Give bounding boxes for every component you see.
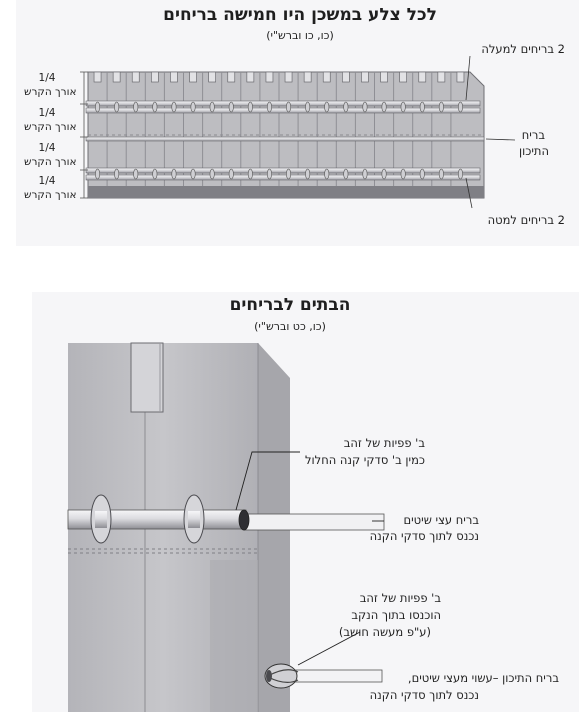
bar-ring	[286, 169, 290, 179]
quarter-fraction-4: 1/4	[38, 175, 56, 187]
bar-ring	[191, 102, 195, 112]
bar-ring	[439, 102, 443, 112]
bar-ring	[382, 102, 386, 112]
bar-ring	[134, 102, 138, 112]
bar-ring	[172, 102, 176, 112]
bar-ring	[191, 169, 195, 179]
bar-ring	[114, 169, 118, 179]
bar-ring	[458, 102, 462, 112]
bar-ring	[401, 102, 405, 112]
bottom-diagram-title: הבתים לבריחים	[229, 295, 351, 315]
top-diagram-title: לכל צלע במשכן היו חמישה בריחים	[163, 5, 437, 25]
quarter-fraction-3: 1/4	[38, 142, 56, 154]
gold-ring-left	[91, 495, 111, 543]
label-middle-bar-line1: בריח	[521, 128, 545, 142]
gold-ring-right	[184, 495, 204, 543]
callout-bar-line2: נכנס לתוך סדקי הקנה	[369, 529, 479, 543]
bar-ring	[153, 102, 157, 112]
bar-ring	[286, 102, 290, 112]
board-tenon	[94, 72, 101, 82]
board-tenon	[113, 72, 120, 82]
board-tenon	[266, 72, 273, 82]
bar-ring	[172, 169, 176, 179]
board-tenon	[438, 72, 445, 82]
quarter-label-1: אורך הקרש	[24, 86, 77, 98]
bar-ring	[305, 169, 309, 179]
bar-ring	[439, 169, 443, 179]
label-lower-bars: 2 בריחים למטה	[487, 213, 565, 227]
callout-rings-line1: ב' פפיות של זהב	[343, 436, 425, 450]
callout-middle-bar-line1: בריח התיכון –עשוי מעצי שיטים,	[407, 671, 559, 685]
bar-ring	[420, 102, 424, 112]
callout-gold-inside-line1: ב' פפיות של זהב	[359, 591, 441, 605]
label-upper-bars: 2 בריחים למעלה	[481, 42, 565, 56]
bar-ring	[363, 102, 367, 112]
bar-ring	[95, 169, 99, 179]
middle-bar-inside	[265, 664, 382, 688]
label-middle-bar-line2: התיכון	[519, 144, 549, 158]
bar-ring	[305, 102, 309, 112]
quarter-label-4: אורך הקרש	[24, 189, 77, 201]
bar-ring	[363, 169, 367, 179]
tenon-top-block	[131, 343, 163, 412]
bottom-bar	[68, 510, 384, 530]
top-diagram-subtitle: (כו, כו וברש"י)	[266, 29, 334, 42]
callout-middle-bar-line2: נכנס לתוך סדקי הקנה	[369, 688, 479, 702]
callout-gold-inside-line2: הוכנסו בתוך הנקב	[351, 608, 441, 622]
bar-ring	[267, 169, 271, 179]
bar-ring	[114, 102, 118, 112]
bar-ring	[344, 169, 348, 179]
board-tenon	[400, 72, 407, 82]
board-tenon	[361, 72, 368, 82]
board-tenon	[190, 72, 197, 82]
bar-ring	[458, 169, 462, 179]
bar-ring	[344, 102, 348, 112]
quarter-fraction-2: 1/4	[38, 107, 56, 119]
board-tenon	[170, 72, 177, 82]
bar-ring	[134, 169, 138, 179]
board-tenon	[304, 72, 311, 82]
bar-ring	[153, 169, 157, 179]
bar-ring	[382, 169, 386, 179]
board-tenon	[228, 72, 235, 82]
board-tenon	[151, 72, 158, 82]
quarter-label-2: אורך הקרש	[24, 121, 77, 133]
quarter-label-3: אורך הקרש	[24, 156, 77, 168]
bar-ring	[229, 169, 233, 179]
bar-ring	[210, 102, 214, 112]
bar-ring	[248, 169, 252, 179]
callout-rings-line2: כמין ב' סדקי קנה החלול	[304, 453, 425, 467]
quarter-fraction-1: 1/4	[38, 72, 56, 84]
bottom-diagram-subtitle: (כו, כט וברש"י)	[254, 320, 326, 333]
bar-ring	[267, 102, 271, 112]
bar-ring	[229, 102, 233, 112]
callout-gold-inside-line3: (ע"פ מעשה חושב)	[338, 625, 431, 639]
board-tenon	[342, 72, 349, 82]
board-tenon	[285, 72, 292, 82]
bar-ring	[325, 169, 329, 179]
board-tenon	[419, 72, 426, 82]
boards-base	[88, 186, 484, 198]
bar-ring	[210, 169, 214, 179]
board-tenon	[247, 72, 254, 82]
middle-bar	[86, 137, 484, 141]
bar-ring	[325, 102, 329, 112]
board-tenon	[132, 72, 139, 82]
board-tenon	[457, 72, 464, 82]
board-tenon	[209, 72, 216, 82]
bar-ring	[401, 169, 405, 179]
bar-ring	[248, 102, 252, 112]
bar-ring	[95, 102, 99, 112]
board-tenon	[323, 72, 330, 82]
board-tenon	[381, 72, 388, 82]
callout-bar-line1: בריח עצי שיטים	[403, 513, 479, 527]
bar-ring	[420, 169, 424, 179]
